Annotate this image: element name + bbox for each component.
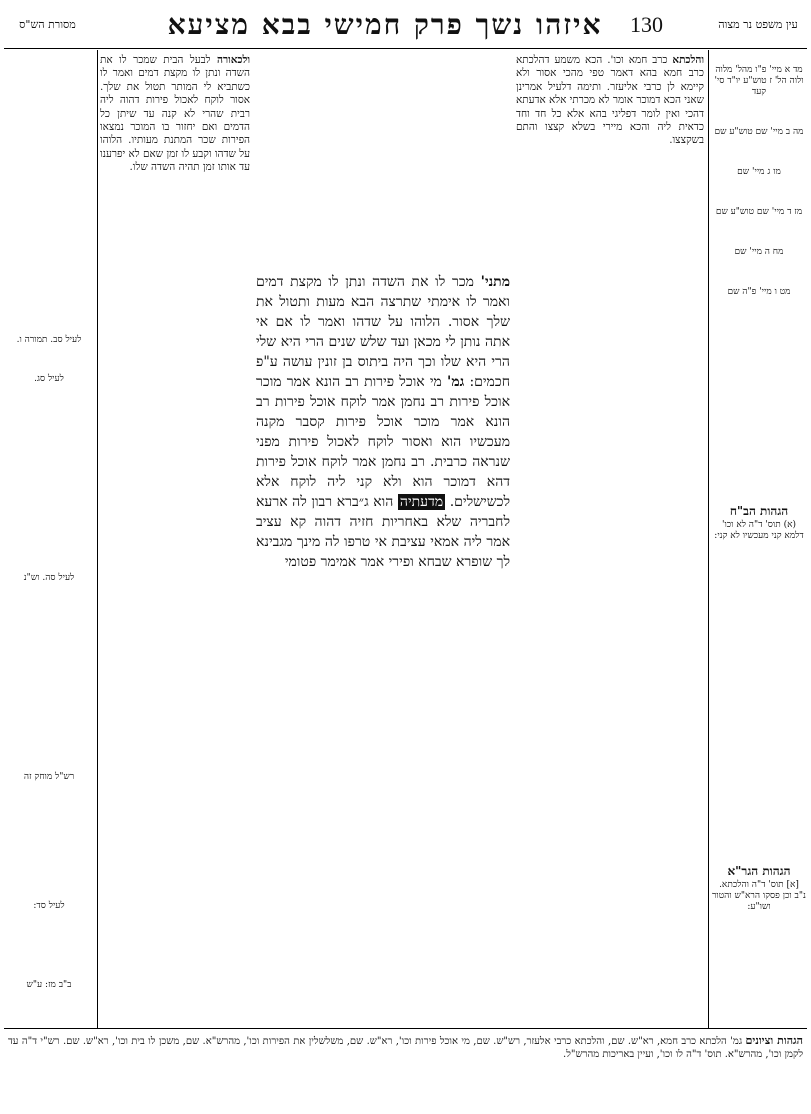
rashi-text: לבעל הבית שמכר לו את השדה ונתן לו מקצת דמים ואמר לו כשתביא לי המותר תטול את שלך. אסור לוקח לאכול פירות דהוה ליה רבית שהרי לא קנה עד שיתן כל הדמים ואם יחזור בו המוכר נמצאו הפירות שכר המתנת מעותיו. הלוהו על שדהו וקבע לו זמן שאם לא יפרענו עד אותו זמן תהיה השדה שלו. xyxy=(100,54,250,174)
gemara-text: מי אוכל פירות רב הונא אמר מוכר אוכל פירות רב נחמן אמר לוקח אוכל פירות רב הונא אמר מוכר אוכל פירות קסבר מקנה מעכשיו הוא ואסור לוקח לאכול פירות מפני שנראה כרבית. רב נחמן אמר לוקח אוכל פירות דהא דמוכר הוא ולא קני ליה לוקח אלא לכשישלים. xyxy=(256,374,510,510)
ein-mishpat-label: עין משפט נר מצוה xyxy=(718,18,798,31)
footer-notes xyxy=(8,1034,803,1061)
right-margin-rule xyxy=(708,50,709,1028)
ein-item: מה ב מיי' שם טוש"ע שם xyxy=(714,127,804,137)
mishnah-text: מכר לו את השדה ונתן לו מקצת דמים ואמר לו אימתי שתרצה הבא מעות ותטול את שלך אסור. הלוהו על שדהו ואמר לו אם אי אתה נותן לי מכאן ועד שלש שנים הרי היא שלי הרי היא שלו וכך היה ביתוס בן זונין עושה ע"פ חכמים: xyxy=(256,274,510,390)
left-margin-rule xyxy=(97,50,98,1028)
page-header xyxy=(0,0,811,48)
gemara-column xyxy=(256,272,510,812)
mesoret-item: ב"ב מז: ע"ש xyxy=(26,980,72,990)
hagahot-bach-text: (א) תוס' ד"ה לא וכו' דלמא קני מעכשיו לא קני: xyxy=(714,520,804,541)
hagahot-gra-text: [א] תוס' ד"ה והלכתא. נ"ב וכן פסקו הרא"ש והטור ושו"ע: xyxy=(712,880,806,912)
footer-text: גמ' הלכתא כרב חמא, רא"ש. שם, והלכתא כרבי אלעזר, רש"ש. שם, מי אוכל פירות וכו', רא"ש. שם, משלשלין את הפירות וכו', מהרש"א. שם, משכן לו בית וכו', רא"ש. שם. רש"י ד"ה עד לקמן וכו', מהרש"א. תוס' ד"ה לו וכו', ועיין באריכות מהרש"ל. xyxy=(8,1036,803,1060)
footer-rule xyxy=(4,1028,807,1029)
mishnah-lead: מתני' xyxy=(480,274,510,290)
rashi-column xyxy=(100,54,250,1030)
ein-mishpat-column xyxy=(712,56,806,456)
gemara-lead: גמ' xyxy=(447,374,465,390)
hagahot-gra-box xyxy=(712,860,806,1010)
mesoret-item: רש"ל מוחק זה xyxy=(23,772,75,782)
mesoret-label: מסורת הש"ס xyxy=(19,18,76,31)
hagahot-bach-title: הגהות הב"ח xyxy=(729,504,789,518)
highlighted-phrase: מדעתיה xyxy=(399,494,444,510)
ein-item: מז ד מיי' שם טוש"ע שם xyxy=(715,207,803,217)
mesoret-item: לעיל סב. תמורה ו. xyxy=(16,335,82,345)
mesoret-item: לעיל סג. xyxy=(34,374,64,384)
ein-item: מו ג מיי' שם xyxy=(737,167,781,177)
mesoret-column xyxy=(4,56,94,1016)
rashi-lead: ולכאורה xyxy=(216,54,250,66)
mesoret-item: לעיל סד: xyxy=(33,901,65,911)
ein-item: מד א מיי' פ"ו מהל' מלוה ולוה הל' ז טוש"ע יו"ד סי' קעד xyxy=(714,65,804,97)
gemara-text-end: הוא ג״ברא רבון לה ארעא לחבריה שלא באחריות חזיה דהוה קא עציב אמר ליה אמאי עציבת אי טרפו לה מינך מגבינא לך שופרא שבחא ופירי אמר אמימר פטומי xyxy=(256,494,510,570)
ein-item: מח ה מיי' שם xyxy=(734,247,784,257)
page-number: 130 xyxy=(630,12,663,37)
hagahot-gra-title: הגהות הגר"א xyxy=(727,864,791,878)
tosafot-text: כרב חמא וכו'. הכא משמע דהלכתא כרב חמא בהא דאמר טפי מהכי אסור ולא קיימא לן כרבי אליעזר. ותימה דלעיל אמרינן שאני הכא דמוכר אומר לא מכרתי אלא אדעתא דהכי ואין לומר דפליגי בהא אלא כל חד וחד כדאית ליה והכא מיירי בשלא קצצו והתם בשקצצו. xyxy=(516,54,704,147)
hagahot-bach-box xyxy=(712,500,806,640)
footer-label: הגהות וציונים xyxy=(745,1034,803,1047)
ein-item: מט ו מיי' פ"ה שם xyxy=(727,287,791,297)
page-title: איזהו נשך פרק חמישי בבא מציעא xyxy=(167,8,603,41)
header-rule xyxy=(4,48,807,49)
mesoret-item: לעיל סה. וש"נ xyxy=(23,573,75,583)
tosafot-column xyxy=(516,54,704,1030)
tosafot-lead: והלכתא xyxy=(672,54,704,66)
